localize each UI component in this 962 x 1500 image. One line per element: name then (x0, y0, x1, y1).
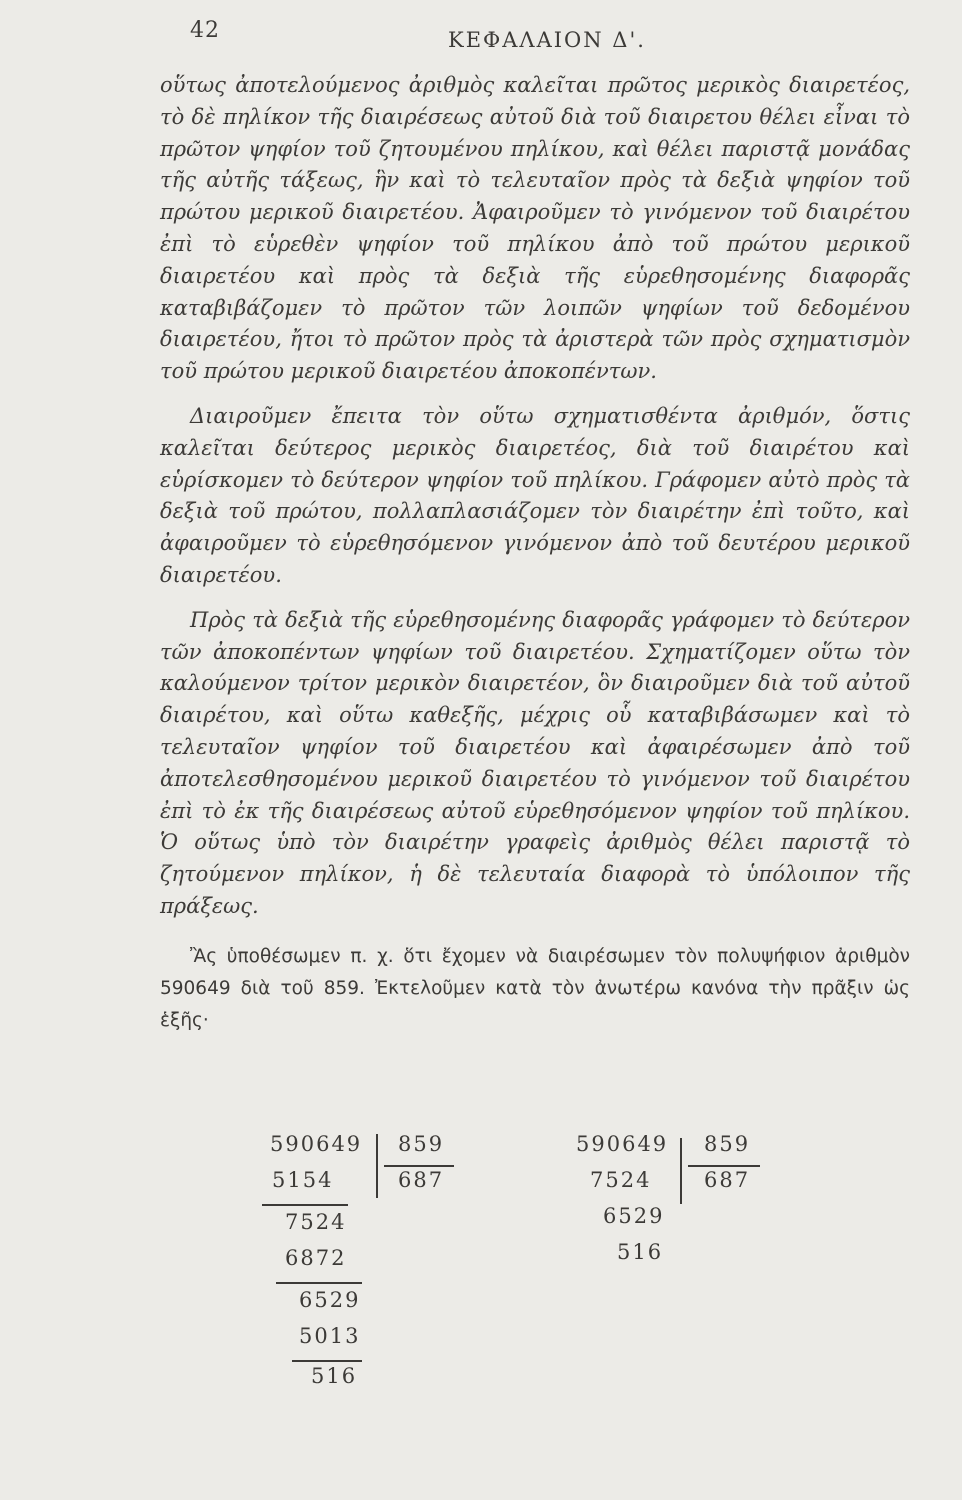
divisor-underline (384, 1165, 454, 1167)
division-step: 5154 (272, 1168, 334, 1192)
division-quotient: 687 (704, 1168, 751, 1192)
subtraction-line (276, 1282, 362, 1284)
division-vertical-bar (680, 1138, 682, 1204)
subtraction-line (292, 1360, 362, 1362)
division-divisor: 859 (398, 1132, 445, 1156)
division-quotient: 687 (398, 1168, 445, 1192)
paragraph-3: Πρὸς τὰ δεξιὰ τῆς εὑρεθησομένης διαφορᾶς γράφομεν τὸ δεύτερον τῶν ἀποκοπέντων ψηφίων τοῦ διαιρετέου. Σχηματίζομεν οὕτω τὸν καλούμενον τρίτον μερικὸν διαιρετέον, ὃν διαιροῦμεν διὰ τοῦ αὐτοῦ διαιρέτου, καὶ οὕτω καθεξῆς, μέχρις οὗ καταβιβάσωμεν καὶ τὸ τελευταῖον ψηφίον τοῦ διαιρετέου καὶ ἀφαιρέσωμεν ἀπὸ τοῦ ἀποτελεσθησομένου μερικοῦ διαιρετέου τὸ γινόμενον τοῦ διαιρέτου ἐπὶ τὸ ἐκ τῆς διαιρέσεως αὐτοῦ εὑρεθησόμενον ψηφίον τοῦ πηλίκου. Ὁ οὕτως ὑπὸ τὸν διαιρέτην γραφεὶς ἀριθμὸς θέλει παριστᾷ τὸ ζητούμενον πηλίκον, ἡ δὲ τελευταία διαφορὰ τὸ ὑπόλοιπον τῆς πράξεως. (160, 607, 910, 918)
division-dividend: 590649 (576, 1132, 669, 1156)
division-step: 6529 (603, 1204, 665, 1228)
subtraction-line (262, 1204, 348, 1206)
division-remainder: 516 (311, 1364, 358, 1388)
paragraph-1: οὕτως ἀποτελούμενος ἀριθμὸς καλεῖται πρῶτος μερικὸς διαιρετέος, τὸ δὲ πηλίκον τῆς διαιρέσεως αὐτοῦ διὰ τοῦ διαιρετου θέλει εἶναι τὸ πρῶτον ψηφίον τοῦ ζητουμένου πηλίκου, καὶ θέλει παριστᾷ μονάδας τῆς αὐτῆς τάξεως, ἣν καὶ τὸ τελευταῖον πρὸς τὰ δεξιὰ ψηφίον τοῦ πρώτου μερικοῦ διαιρετέου. Ἀφαιροῦμεν τὸ γινόμενον τοῦ διαιρέτου ἐπὶ τὸ εὑρεθὲν ψηφίον τοῦ πηλίκου ἀπὸ τοῦ πρώτου μερικοῦ διαιρετέου καὶ πρὸς τὰ δεξιὰ τῆς εὑρεθησομένης διαφορᾶς καταβιβάζομεν τὸ πρῶτον τῶν λοιπῶν ψηφίων τοῦ δεδομένου διαιρετέου, ἤτοι τὸ πρῶτον πρὸς τὰ ἀριστερὰ τῶν πρὸς σχηματισμὸν τοῦ πρώτου μερικοῦ διαιρετέου ἀποκοπέντων. (160, 73, 910, 384)
divisor-underline (688, 1165, 760, 1167)
division-step: 6872 (285, 1246, 347, 1270)
division-vertical-bar (376, 1134, 378, 1198)
paragraph-2: Διαιροῦμεν ἔπειτα τὸν οὕτω σχηματισθέντα ἀριθμόν, ὅστις καλεῖται δεύτερος μερικὸς διαιρετέος, διὰ τοῦ διαιρέτου καὶ εὑρίσκομεν τὸ δεύτερον ψηφίον τοῦ πηλίκου. Γράφομεν αὐτὸ πρὸς τὰ δεξιὰ τοῦ πρώτου, πολλαπλασιάζομεν τὸν διαιρέτην ἐπὶ τοῦτο, καὶ ἀφαιροῦμεν τὸ εὑρεθησόμενον γινόμενον ἀπὸ τοῦ δευτέρου μερικοῦ διαιρετέου. (160, 403, 910, 587)
division-dividend: 590649 (270, 1132, 363, 1156)
division-remainder: 516 (617, 1240, 664, 1264)
division-step: 5013 (299, 1324, 361, 1348)
division-step: 6529 (299, 1288, 361, 1312)
paragraph-4: Ἂς ὑποθέσωμεν π. χ. ὅτι ἔχομεν νὰ διαιρέσωμεν τὸν πολυψήφιον ἀριθμὸν 590649 διὰ τοῦ 859. Ἐκτελοῦμεν κατὰ τὸν ἀνωτέρω κανόνα τὴν πρᾶξιν ὡς ἑξῆς· (160, 945, 910, 1031)
division-divisor: 859 (704, 1132, 751, 1156)
body-text (160, 70, 910, 1050)
page-number: 42 (190, 18, 220, 43)
division-step: 7524 (590, 1168, 652, 1192)
running-head: ΚΕΦΑΛΑΙΟΝ Δ'. (448, 28, 646, 52)
division-step: 7524 (285, 1210, 347, 1234)
